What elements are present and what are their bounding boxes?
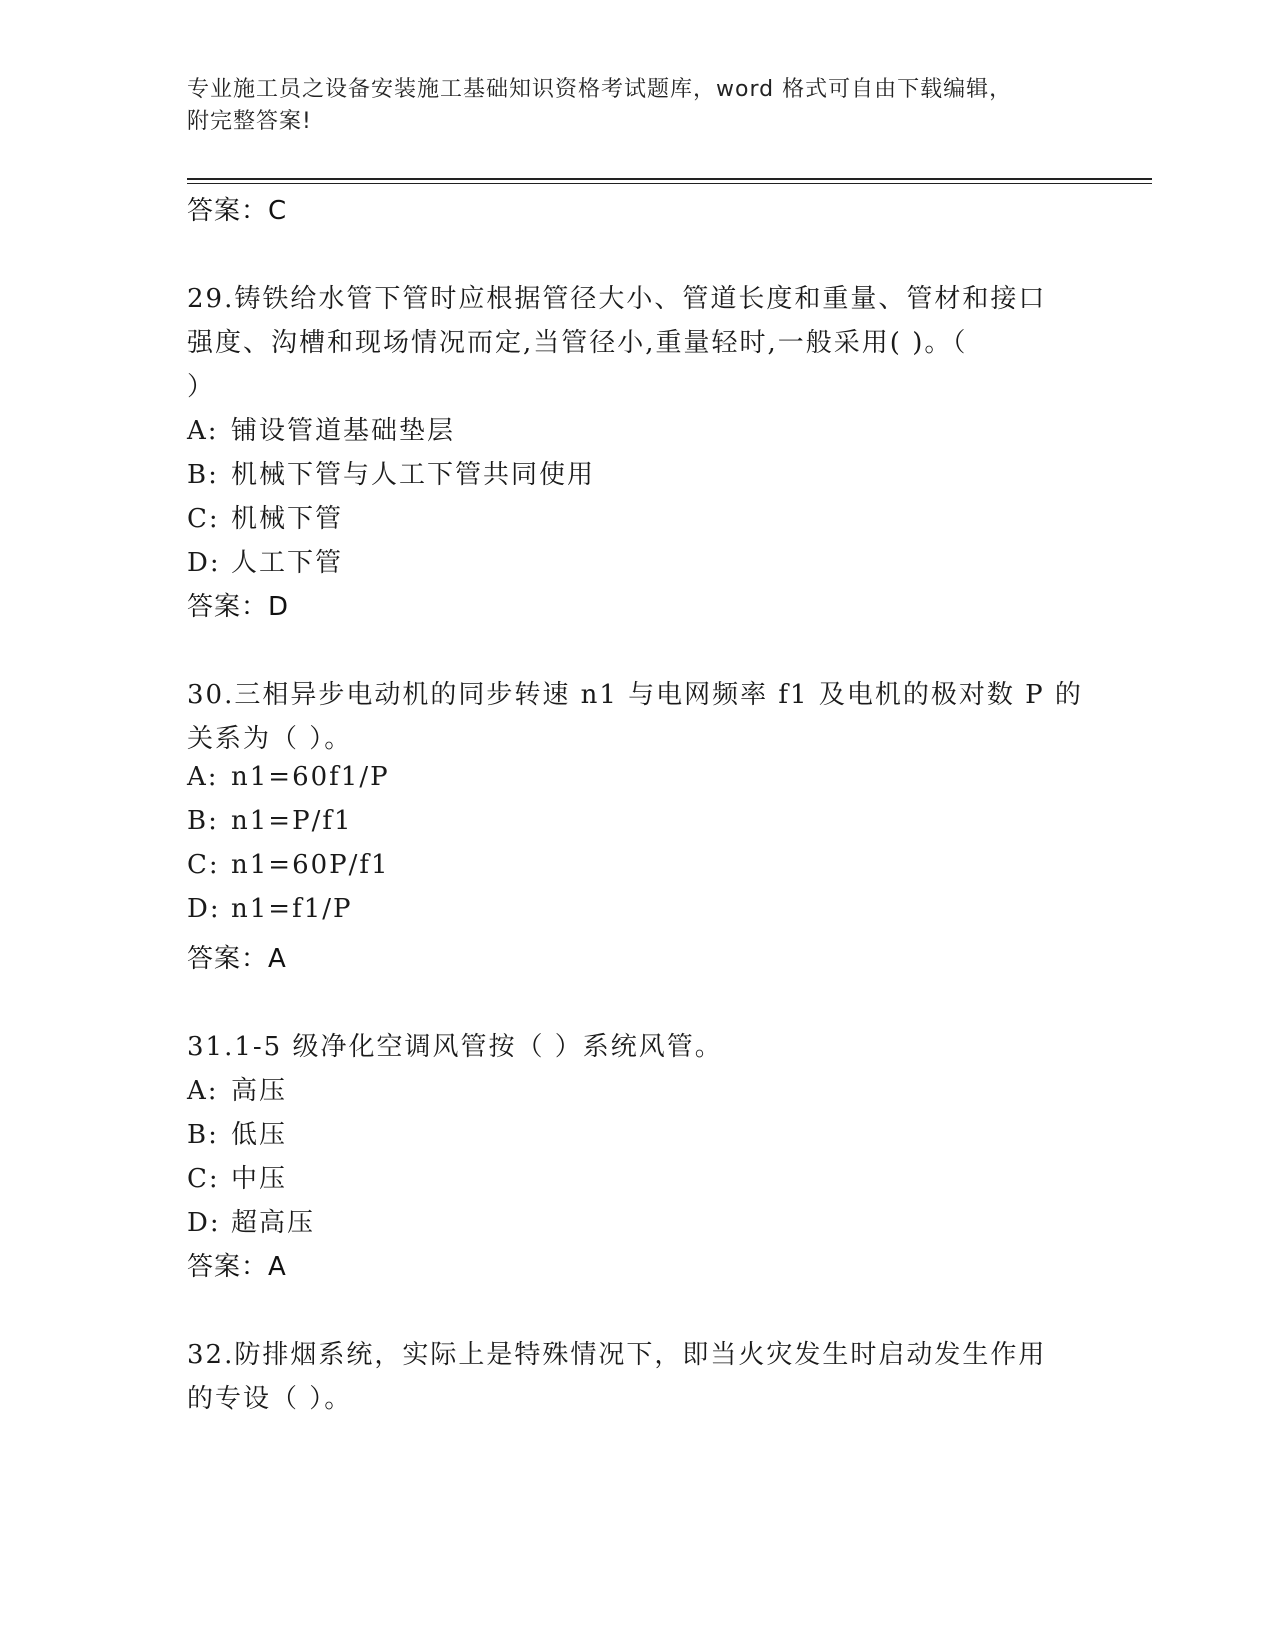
question-29-answer: 答案：D xyxy=(187,592,290,622)
question-30-answer: 答案：A xyxy=(187,944,287,974)
question-30-option-c xyxy=(187,850,390,880)
question-31-line-1: 31.1-5 级净化空调风管按（ ）系统风管。 xyxy=(187,1032,723,1062)
option-text: 超高压 xyxy=(231,1208,316,1238)
option-text: n1=f1/P xyxy=(231,894,353,924)
question-30-option-b xyxy=(187,806,353,836)
question-31-option-c xyxy=(187,1158,287,1195)
option-text: 人工下管 xyxy=(231,548,344,578)
option-label: B: xyxy=(187,460,219,490)
option-text: 机械下管与人工下管共同使用 xyxy=(231,460,596,490)
option-text: 低压 xyxy=(231,1120,288,1150)
question-30-option-a xyxy=(187,762,390,792)
option-text: 高压 xyxy=(231,1076,288,1106)
option-label: B: xyxy=(187,806,219,836)
option-label: A: xyxy=(187,762,219,792)
question-30-line-1: 30.三相异步电动机的同步转速 n1 与电网频率 f1 及电机的极对数 P 的 xyxy=(187,680,1083,710)
document-header xyxy=(187,74,1087,138)
question-29-line-2: 强度、沟槽和现场情况而定,当管径小,重量轻时,一般采用( )。（ xyxy=(187,328,968,358)
question-29-option-a xyxy=(187,410,455,447)
option-label: C: xyxy=(187,850,220,880)
option-label: C: xyxy=(187,1164,220,1194)
question-29-line-1: 29.铸铁给水管下管时应根据管径大小、管道长度和重量、管材和接口 xyxy=(187,284,1047,314)
question-31-answer: 答案：A xyxy=(187,1252,287,1282)
question-31-option-a xyxy=(187,1070,287,1107)
question-29-option-d xyxy=(187,542,343,579)
option-label: C: xyxy=(187,504,220,534)
question-31-option-d xyxy=(187,1202,315,1239)
question-29-option-b xyxy=(187,454,595,491)
question-31-option-b xyxy=(187,1114,287,1151)
option-text: n1=P/f1 xyxy=(231,806,353,836)
option-label: A: xyxy=(187,416,219,446)
header-line-2: 附完整答案! xyxy=(187,109,312,134)
question-30-option-d xyxy=(187,894,353,924)
option-label: D: xyxy=(187,1208,221,1238)
question-29-line-3: ） xyxy=(187,372,216,402)
option-text: n1=60P/f1 xyxy=(231,850,390,880)
question-30-line-2: 关系为（ ）。 xyxy=(187,724,353,754)
option-text: 机械下管 xyxy=(231,504,344,534)
option-text: 铺设管道基础垫层 xyxy=(231,416,456,446)
option-label: D: xyxy=(187,548,221,578)
previous-answer: 答案：C xyxy=(187,196,288,226)
header-divider-thick xyxy=(187,178,1152,180)
question-32-line-2: 的专设（ ）。 xyxy=(187,1384,353,1414)
header-line-1: 专业施工员之设备安装施工基础知识资格考试题库，word 格式可自由下载编辑， xyxy=(187,77,1013,102)
option-text: n1=60f1/P xyxy=(231,762,390,792)
question-29-option-c xyxy=(187,498,343,535)
option-text: 中压 xyxy=(231,1164,288,1194)
option-label: A: xyxy=(187,1076,219,1106)
question-32-line-1: 32.防排烟系统，实际上是特殊情况下，即当火灾发生时启动发生作用 xyxy=(187,1340,1047,1370)
option-label: B: xyxy=(187,1120,219,1150)
header-divider-thin xyxy=(187,183,1152,184)
option-label: D: xyxy=(187,894,221,924)
